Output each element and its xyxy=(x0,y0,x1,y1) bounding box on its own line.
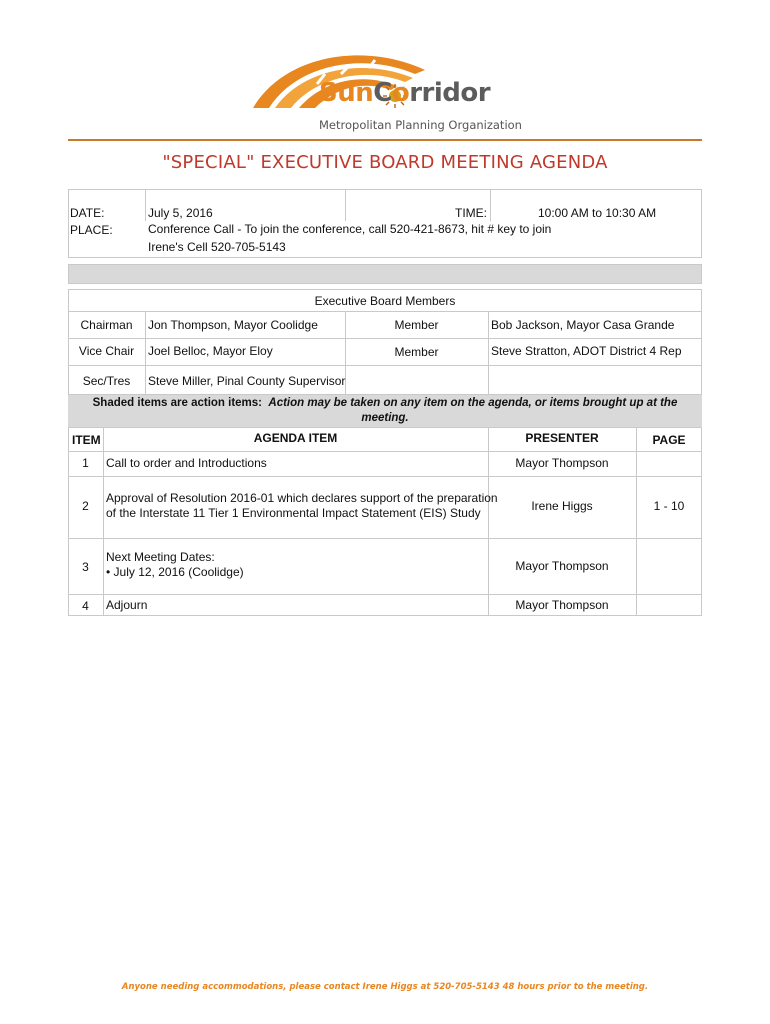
board-role: Chairman xyxy=(80,318,133,332)
item-number: 1 xyxy=(82,456,89,470)
board-member-name: Bob Jackson, Mayor Casa Grande xyxy=(491,318,675,332)
meeting-phone: Irene's Cell 520-705-5143 xyxy=(148,240,286,254)
board-role: Member xyxy=(394,345,439,359)
agenda-item-text: Adjourn xyxy=(106,598,148,612)
agenda-item-text-cont: of the Interstate 11 Tier 1 Environmental Impact Statement (EIS) Study xyxy=(106,506,481,520)
board-role: Vice Chair xyxy=(78,344,135,358)
header-item: ITEM xyxy=(72,433,101,447)
place-label: PLACE: xyxy=(70,223,113,237)
board-role: Member xyxy=(394,318,439,332)
board-role: Sec/Tres xyxy=(82,374,131,388)
logo-subtitle: Metropolitan Planning Organization xyxy=(319,118,522,132)
agenda-item-text: Call to order and Introductions xyxy=(106,456,267,470)
page-ref: 1 - 10 xyxy=(653,499,685,513)
page-title: "SPECIAL" EXECUTIVE BOARD MEETING AGENDA xyxy=(162,152,608,173)
header-rule xyxy=(68,139,702,141)
meeting-time: 10:00 AM to 10:30 AM xyxy=(538,206,657,220)
date-label: DATE: xyxy=(70,206,105,220)
board-member-name: Jon Thompson, Mayor Coolidge xyxy=(148,318,318,332)
header-page: PAGE xyxy=(652,433,686,447)
header-presenter: PRESENTER xyxy=(525,431,599,445)
notice-text: Shaded items are action items: Action may be taken on any item on the agenda, or items brought up at the xyxy=(92,397,678,409)
agenda-item-text: Next Meeting Dates: xyxy=(106,550,215,564)
item-number: 4 xyxy=(82,599,89,613)
suncorridor-logo xyxy=(245,44,535,136)
meeting-date: July 5, 2016 xyxy=(148,206,213,220)
meeting-place: Conference Call - To join the conference, call 520-421-8673, hit # key to join xyxy=(148,222,552,236)
notice-text-cont: meeting. xyxy=(361,412,409,424)
board-heading: Executive Board Members xyxy=(314,294,456,308)
board-member-name: Steve Stratton, ADOT District 4 Rep xyxy=(491,344,682,358)
board-member-name: Steve Miller, Pinal County Supervisor xyxy=(148,374,346,388)
agenda-item-text-cont: • July 12, 2016 (Coolidge) xyxy=(106,565,244,579)
presenter: Mayor Thompson xyxy=(515,456,609,470)
presenter: Mayor Thompson xyxy=(515,598,609,612)
item-number: 2 xyxy=(82,499,89,513)
presenter: Mayor Thompson xyxy=(515,559,609,573)
header-agenda-item: AGENDA ITEM xyxy=(253,431,338,445)
separator-band xyxy=(68,264,702,284)
accommodations-notice: Anyone needing accommodations, please contact Irene Higgs at 520-705-5143 48 hours prior to the meeting. xyxy=(121,982,649,992)
agenda-item-text: Approval of Resolution 2016-01 which declares support of the preparation xyxy=(106,491,498,505)
logo-wordmark: SunCorridor xyxy=(319,78,491,108)
board-member-name: Joel Belloc, Mayor Eloy xyxy=(148,344,273,358)
time-label: TIME: xyxy=(455,206,487,220)
presenter: Irene Higgs xyxy=(531,499,593,513)
item-number: 3 xyxy=(82,560,89,574)
